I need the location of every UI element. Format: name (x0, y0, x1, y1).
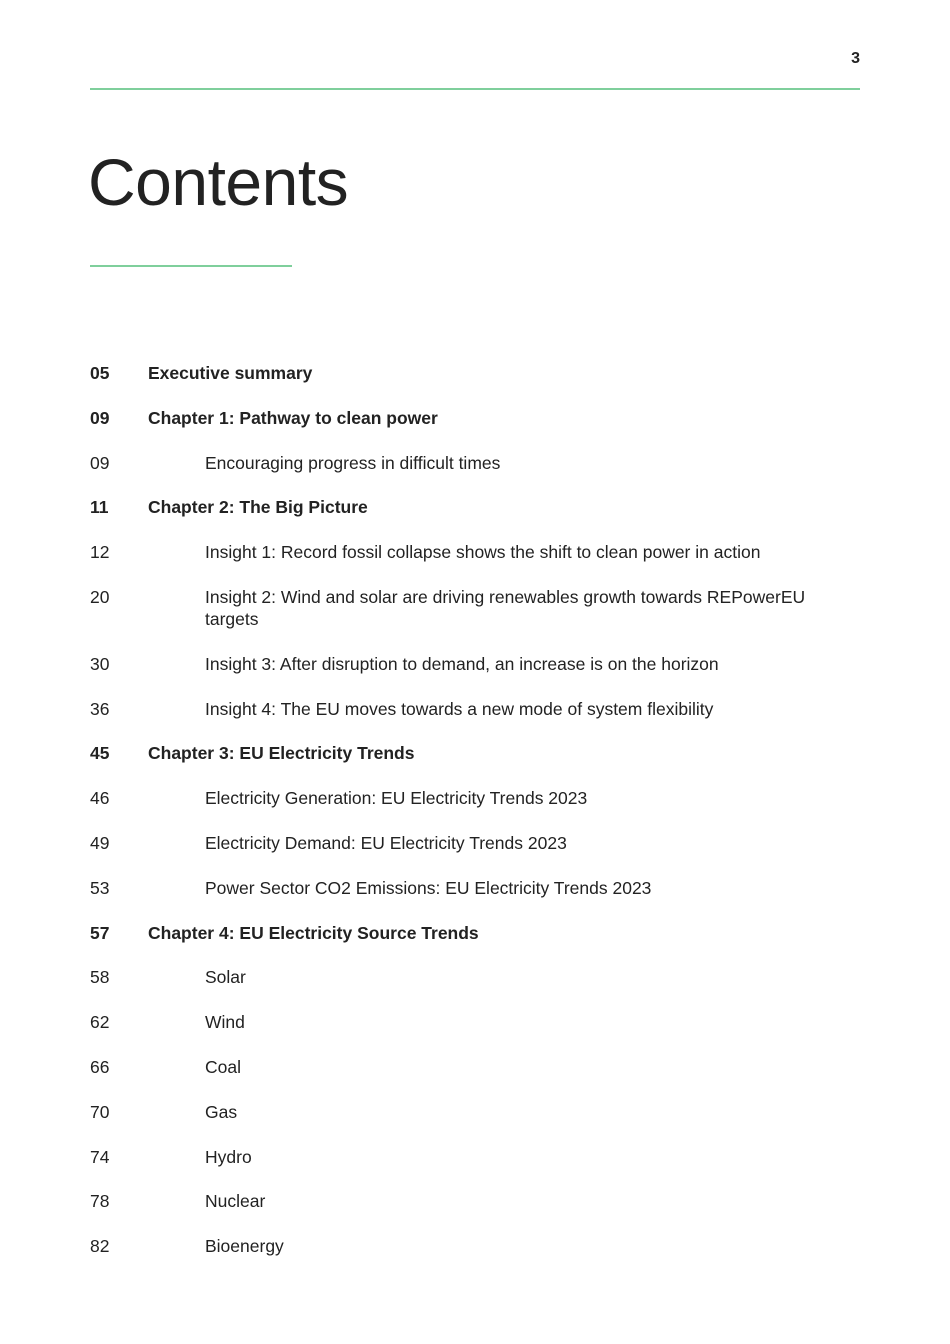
toc-section-entry[interactable] (90, 586, 860, 630)
toc-page-number: 11 (90, 497, 109, 518)
toc-page-number: 62 (90, 1012, 110, 1033)
toc-section-entry[interactable] (90, 1101, 860, 1123)
toc-section-entry[interactable] (90, 1235, 860, 1257)
toc-entry-label: Chapter 4: EU Electricity Source Trends (148, 922, 479, 943)
toc-page-number: 82 (90, 1236, 110, 1257)
toc-entry-label: Chapter 1: Pathway to clean power (148, 407, 438, 428)
toc-page-number: 53 (90, 877, 110, 898)
toc-entry-label: Encouraging progress in difficult times (205, 452, 501, 473)
toc-section-entry[interactable] (90, 1146, 860, 1168)
toc-entry-label: Chapter 2: The Big Picture (148, 497, 368, 518)
toc-page-number: 58 (90, 967, 110, 988)
toc-section-entry[interactable] (90, 653, 860, 675)
toc-page-number: 74 (90, 1146, 110, 1167)
toc-section-entry[interactable] (90, 966, 860, 988)
toc-page-number: 05 (90, 363, 110, 383)
page-title: Contents (88, 145, 349, 219)
toc-entry-label: Insight 2: Wind and solar are driving renewables growth towards REPowerEU targets (205, 586, 806, 629)
toc-chapter-entry[interactable] (90, 742, 860, 764)
toc-entry-label: Power Sector CO2 Emissions: EU Electricity Trends 2023 (205, 877, 652, 898)
toc-entry-label: Gas (205, 1101, 238, 1122)
title-underline (90, 265, 292, 267)
toc-page-number: 30 (90, 653, 110, 674)
toc-entry-label: Executive summary (148, 363, 313, 383)
toc-entry-label: Insight 1: Record fossil collapse shows the shift to clean power in action (205, 542, 761, 563)
toc-section-entry[interactable] (90, 1056, 860, 1078)
toc-page-number: 49 (90, 832, 110, 853)
toc-entry-label: Wind (205, 1012, 245, 1033)
toc-chapter-entry[interactable] (90, 496, 860, 518)
toc-section-entry[interactable] (90, 1011, 860, 1033)
toc-page-number: 20 (90, 586, 110, 607)
toc-page-number: 46 (90, 788, 110, 809)
toc-section-entry[interactable] (90, 541, 860, 563)
toc-entry-label: Solar (205, 967, 246, 988)
toc-entry-label: Coal (205, 1056, 241, 1077)
toc-chapter-entry[interactable] (90, 922, 860, 944)
toc-entry-label: Insight 4: The EU moves towards a new mode of system flexibility (205, 698, 714, 719)
toc-page-number: 36 (90, 698, 110, 719)
toc-section-entry[interactable] (90, 877, 860, 899)
toc-page-number: 78 (90, 1191, 110, 1212)
toc-entry-label: Chapter 3: EU Electricity Trends (148, 743, 415, 764)
toc-section-entry[interactable] (90, 1190, 860, 1212)
toc-entry-label: Nuclear (205, 1191, 266, 1212)
toc-page-number: 09 (90, 407, 110, 428)
toc-page-number: 12 (90, 542, 110, 563)
toc-chapter-entry[interactable] (90, 407, 860, 429)
page-number: 3 (851, 50, 860, 67)
toc-section-entry[interactable] (90, 452, 860, 474)
toc-page-number: 09 (90, 452, 110, 473)
toc-section-entry[interactable] (90, 787, 860, 809)
toc-page-number: 57 (90, 922, 110, 943)
header-divider (90, 88, 860, 90)
toc-chapter-entry[interactable] (90, 362, 860, 384)
toc-section-entry[interactable] (90, 832, 860, 854)
toc-page-number: 45 (90, 743, 110, 764)
toc-page-number: 66 (90, 1056, 110, 1077)
table-of-contents (90, 362, 860, 1280)
toc-entry-label: Electricity Generation: EU Electricity Trends 2023 (205, 788, 588, 809)
toc-page-number: 70 (90, 1101, 110, 1122)
toc-entry-label: Insight 3: After disruption to demand, an increase is on the horizon (205, 653, 719, 674)
toc-section-entry[interactable] (90, 698, 860, 720)
toc-entry-label: Bioenergy (205, 1236, 284, 1257)
toc-entry-label: Hydro (205, 1146, 252, 1167)
toc-entry-label: Electricity Demand: EU Electricity Trends 2023 (205, 832, 567, 853)
